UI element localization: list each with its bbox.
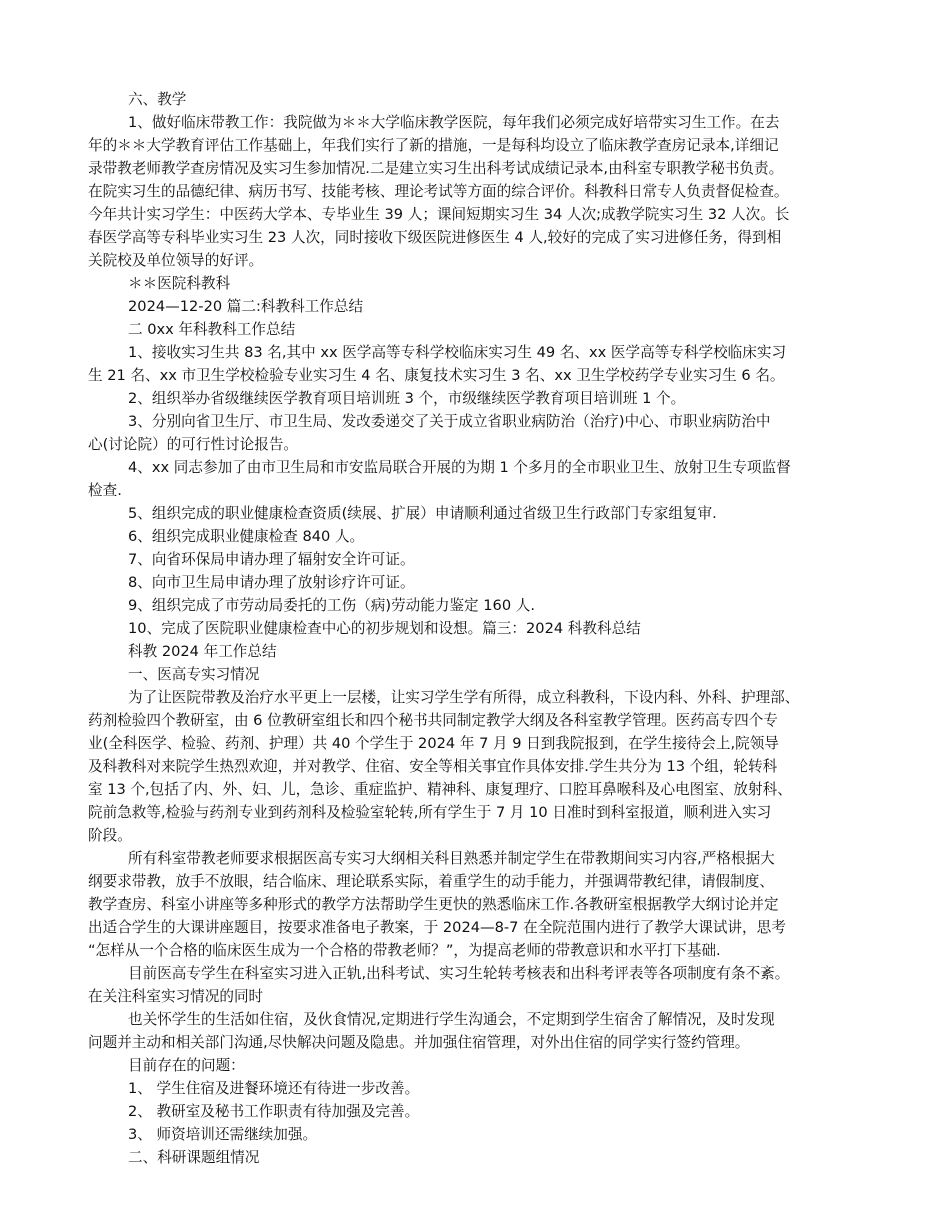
section-heading: 一、医高专实习情况 — [128, 666, 260, 683]
paragraph-line: 目前存在的问题： — [128, 1057, 245, 1074]
paragraph-line: 9、组织完成了市劳动局委托的工伤（病)劳动能力鉴定 160 人. — [128, 597, 536, 614]
paragraph-line: 院前急救等,检验与药剂专业到药剂科及检验室轮转,所有学生于 7 月 10 日准时到科室报道，顺利进入实习 — [88, 804, 772, 821]
paragraph-line: 春医学高等专科毕业实习生 23 人次，同时接收下级医院进修医生 4 人,较好的完成了实习进修任务，得到相 — [88, 229, 782, 246]
paragraph-line: 8、向市卫生局申请办理了放射诊疗许可证。 — [128, 574, 415, 591]
section-heading: 二、科研课题组情况 — [128, 1149, 260, 1166]
paragraph-line: 教学查房、科室小讲座等多种形式的教学方法帮助学生更快的熟悉临床工作.各教研室根据教学大纲讨论并定 — [88, 896, 779, 913]
paragraph-line: 1、做好临床带教工作：我院做为＊＊大学临床教学医院，每年我们必须完成好培带实习生工作。在去 — [128, 114, 780, 131]
list-item: 2、 教研室及秘书工作职责有待加强及完善。 — [128, 1103, 420, 1120]
paragraph-line: 为了让医院带教及治疗水平更上一层楼，让实习学生学有所得，成立科教科，下设内科、外科、护理部、 — [128, 689, 800, 706]
signature-department: ＊＊医院科教科 — [128, 275, 231, 292]
paragraph-line: 在院实习生的品德纪律、病历书写、技能考核、理论考试等方面的综合评价。科教科日常专人负责督促检查。 — [88, 183, 789, 200]
paragraph-line: 7、向省环保局申请办理了辐射安全许可证。 — [128, 551, 415, 568]
paragraph-line: 6、组织完成职业健康检查 840 人。 — [128, 528, 365, 545]
paragraph-line: 2、组织举办省级继续医学教育项目培训班 3 个，市级继续医学教育项目培训班 1 个。 — [128, 390, 686, 407]
paragraph-line: 检查. — [88, 482, 122, 499]
paragraph-line: 在关注科室实习情况的同时 — [88, 988, 264, 1005]
paragraph-line: 年的＊＊大学教育评估工作基础上，年我们实行了新的措施，一是每科均设立了临床教学查房记录本,详细记 — [88, 137, 779, 154]
paragraph-line: 心(讨论院）的可行性讨论报告。 — [88, 436, 299, 453]
paragraph-line: “怎样从一个合格的临床医生成为一个合格的带教老师？”，为提高老师的带教意识和水平打下基础. — [88, 942, 721, 959]
paragraph-line: 10、完成了医院职业健康检查中心的初步规划和设想。篇三：2024 科教科总结 — [128, 620, 641, 637]
section-heading-teaching: 六、教学 — [128, 91, 187, 108]
list-item: 1、 学生住宿及进餐环境还有待进一步改善。 — [128, 1080, 420, 1097]
list-item: 3、 师资培训还需继续加强。 — [128, 1126, 318, 1143]
paragraph-line: 问题并主动和相关部门沟通,尽快解决问题及隐患。并加强住宿管理，对外出住宿的同学实行签约管理。 — [88, 1034, 750, 1051]
paragraph-line: 业(全科医学、检验、药剂、护理）共 40 个学生于 2024 年 7 月 9 日到我院报到，在学生接待会上,院领导 — [88, 735, 779, 752]
paragraph-line: 3、分别向省卫生厅、市卫生局、发改委递交了关于成立省职业病防治（治疗)中心、市职业病防治中 — [128, 413, 771, 430]
paragraph-line: 纲要求带教，放手不放眼，结合临床、理论联系实际，着重学生的动手能力，并强调带教纪律，请假制度、 — [88, 873, 774, 890]
paragraph-line: 关院校及单位领导的好评。 — [88, 252, 264, 269]
section-title: 二 0xx 年科教科工作总结 — [128, 321, 296, 338]
paragraph-line: 4、xx 同志参加了由市卫生局和市安监局联合开展的为期 1 个多月的全市职业卫生、放射卫生专项监督 — [128, 459, 791, 476]
paragraph-line: 及科教科对来院学生热烈欢迎，并对教学、住宿、安全等相关事宜作具体安排.学生共分为 13 个组，轮转科 — [88, 758, 778, 775]
paragraph-line: 今年共计实习学生：中医药大学本、专毕业生 39 人；课间短期实习生 34 人次;成教学院实习生 32 人次。长 — [88, 206, 790, 223]
paragraph-line: 5、组织完成的职业健康检查资质(续展、扩展）申请顺利通过省级卫生行政部门专家组复审. — [128, 505, 717, 522]
paragraph-line: 录带教老师教学查房情况及实习生参加情况.二是建立实习生出科考试成绩记录本,由科室专职教学秘书负责。 — [88, 160, 784, 177]
paragraph-line: 室 13 个,包括了内、外、妇、儿，急诊、重症监护、精神科、康复理疗、口腔耳鼻喉科及心电图室、放射科、 — [88, 781, 792, 798]
section-title: 科教 2024 年工作总结 — [128, 643, 277, 660]
paragraph-line: 药剂检验四个教研室，由 6 位教研室组长和四个秘书共同制定教学大纲及各科室教学管理。医药高专四个专 — [88, 712, 778, 729]
paragraph-line: 出适合学生的大课讲座题目，按要求准备电子教案，于 2024—8-7 在全院范围内进行了教学大课试讲，思考 — [88, 919, 786, 936]
paragraph-line: 1、接收实习生共 83 名,其中 xx 医学高等专科学校临床实习生 49 名、xx 医学高等专科学校临床实习 — [128, 344, 787, 361]
paragraph-line: 阶段。 — [88, 827, 132, 844]
paragraph-line: 生 21 名、xx 市卫生学校检验专业实习生 4 名、康复技术实习生 3 名、xx 卫生学校药学专业实习生 6 名。 — [88, 367, 785, 384]
paragraph-line: 目前医高专学生在科室实习进入正轨,出科考试、实习生轮转考核表和出科考评表等各项制度有条不紊。 — [128, 965, 790, 982]
signature-date-and-heading: 2024—12-20 篇二:科教科工作总结 — [128, 298, 364, 315]
paragraph-line: 也关怀学生的生活如住宿，及伙食情况,定期进行学生沟通会，不定期到学生宿舍了解情况，及时发现 — [128, 1011, 775, 1028]
paragraph-line: 所有科室带教老师要求根据医高专实习大纲相关科目熟悉并制定学生在带教期间实习内容,严格根据大 — [128, 850, 775, 867]
